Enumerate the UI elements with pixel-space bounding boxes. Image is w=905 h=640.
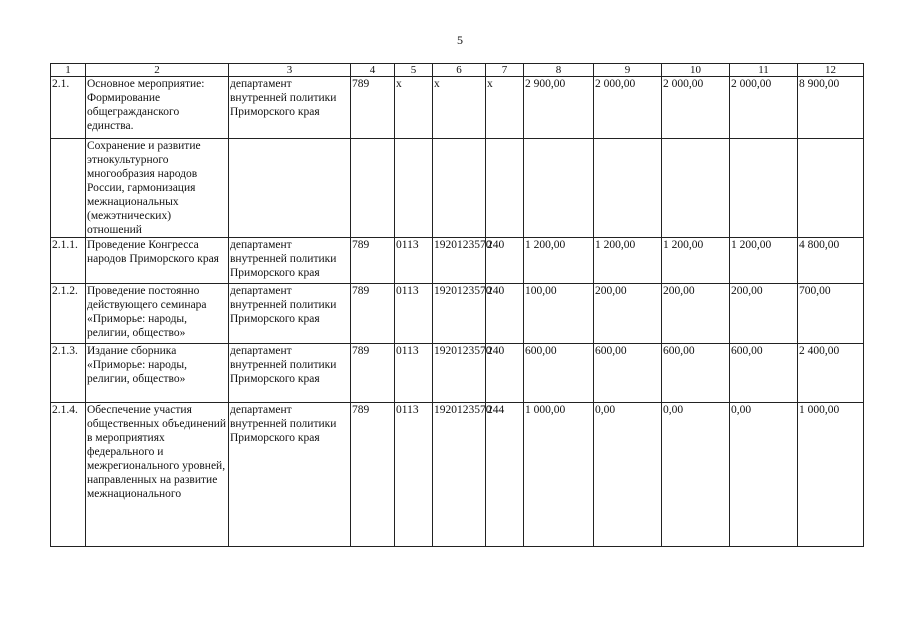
cell-c4 [351,139,395,238]
cell-num: 2.1.1. [51,238,86,284]
col-header: 4 [351,64,395,77]
cell-c4: 789 [351,284,395,344]
cell-c11: 600,00 [730,344,798,403]
cell-name: Сохранение и развитие этнокультурного многообразия народов России, гармонизация межнациональных (межэтнических) отношений [86,139,229,238]
cell-num [51,139,86,238]
cell-num: 2.1.2. [51,284,86,344]
col-header: 2 [86,64,229,77]
header-row [51,64,864,77]
cell-c10: 2 000,00 [662,77,730,139]
cell-dept: департамент внутренней политики Приморского края [229,403,351,547]
cell-c5: 0113 [395,284,433,344]
cell-c12 [798,139,864,238]
cell-c5 [395,139,433,238]
cell-c7 [486,139,524,238]
cell-c8 [524,139,594,238]
cell-name: Проведение Конгресса народов Приморского края [86,238,229,284]
col-header: 3 [229,64,351,77]
cell-c10 [662,139,730,238]
table-row [51,238,864,284]
cell-c6: 1920123570 [433,284,486,344]
cell-c9: 600,00 [594,344,662,403]
cell-c10: 1 200,00 [662,238,730,284]
table-row [51,344,864,403]
cell-name: Основное мероприятие: Формирование общегражданского единства. [86,77,229,139]
cell-c11: 2 000,00 [730,77,798,139]
cell-name: Обеспечение участия общественных объединений в мероприятиях федерального и межрегионального уровней, направленных на развитие межнационального [86,403,229,547]
cell-c9: 0,00 [594,403,662,547]
col-header: 6 [433,64,486,77]
cell-c12: 700,00 [798,284,864,344]
cell-c9: 200,00 [594,284,662,344]
cell-c5: 0113 [395,344,433,403]
cell-c9: 2 000,00 [594,77,662,139]
col-header: 8 [524,64,594,77]
cell-c8: 1 000,00 [524,403,594,547]
cell-c11: 0,00 [730,403,798,547]
cell-num: 2.1.3. [51,344,86,403]
cell-c12: 4 800,00 [798,238,864,284]
cell-c5: 0113 [395,403,433,547]
cell-dept: департамент внутренней политики Приморского края [229,344,351,403]
cell-c4: 789 [351,77,395,139]
cell-c12: 2 400,00 [798,344,864,403]
cell-c7: 240 [486,284,524,344]
cell-dept: департамент внутренней политики Приморского края [229,238,351,284]
cell-name: Проведение постоянно действующего семинара «Приморье: народы, религии, общество» [86,284,229,344]
cell-num: 2.1. [51,77,86,139]
table-row [51,403,864,547]
table-row [51,77,864,139]
cell-c6: х [433,77,486,139]
cell-c6 [433,139,486,238]
cell-c7: 244 [486,403,524,547]
cell-c6: 1920123570 [433,403,486,547]
cell-c10: 200,00 [662,284,730,344]
col-header: 11 [730,64,798,77]
col-header: 9 [594,64,662,77]
page-number: 5 [457,33,463,47]
col-header: 5 [395,64,433,77]
cell-dept: департамент внутренней политики Приморского края [229,284,351,344]
cell-c7: 240 [486,344,524,403]
cell-dept: департамент внутренней политики Приморского края [229,77,351,139]
cell-c9: 1 200,00 [594,238,662,284]
table-row [51,284,864,344]
cell-c4: 789 [351,403,395,547]
cell-c12: 1 000,00 [798,403,864,547]
cell-c11: 200,00 [730,284,798,344]
cell-c10: 600,00 [662,344,730,403]
cell-c8: 1 200,00 [524,238,594,284]
cell-c4: 789 [351,344,395,403]
budget-table [50,63,864,547]
cell-c6: 1920123570 [433,238,486,284]
cell-name: Издание сборника «Приморье: народы, религии, общество» [86,344,229,403]
cell-dept [229,139,351,238]
cell-c12: 8 900,00 [798,77,864,139]
col-header: 10 [662,64,730,77]
cell-c8: 100,00 [524,284,594,344]
cell-c8: 600,00 [524,344,594,403]
col-header: 1 [51,64,86,77]
col-header: 12 [798,64,864,77]
cell-c4: 789 [351,238,395,284]
cell-num: 2.1.4. [51,403,86,547]
cell-c7: 240 [486,238,524,284]
cell-c9 [594,139,662,238]
cell-c6: 1920123570 [433,344,486,403]
cell-c11 [730,139,798,238]
cell-c8: 2 900,00 [524,77,594,139]
cell-c10: 0,00 [662,403,730,547]
cell-c11: 1 200,00 [730,238,798,284]
cell-c5: х [395,77,433,139]
cell-c5: 0113 [395,238,433,284]
table-row [51,139,864,238]
cell-c7: х [486,77,524,139]
col-header: 7 [486,64,524,77]
